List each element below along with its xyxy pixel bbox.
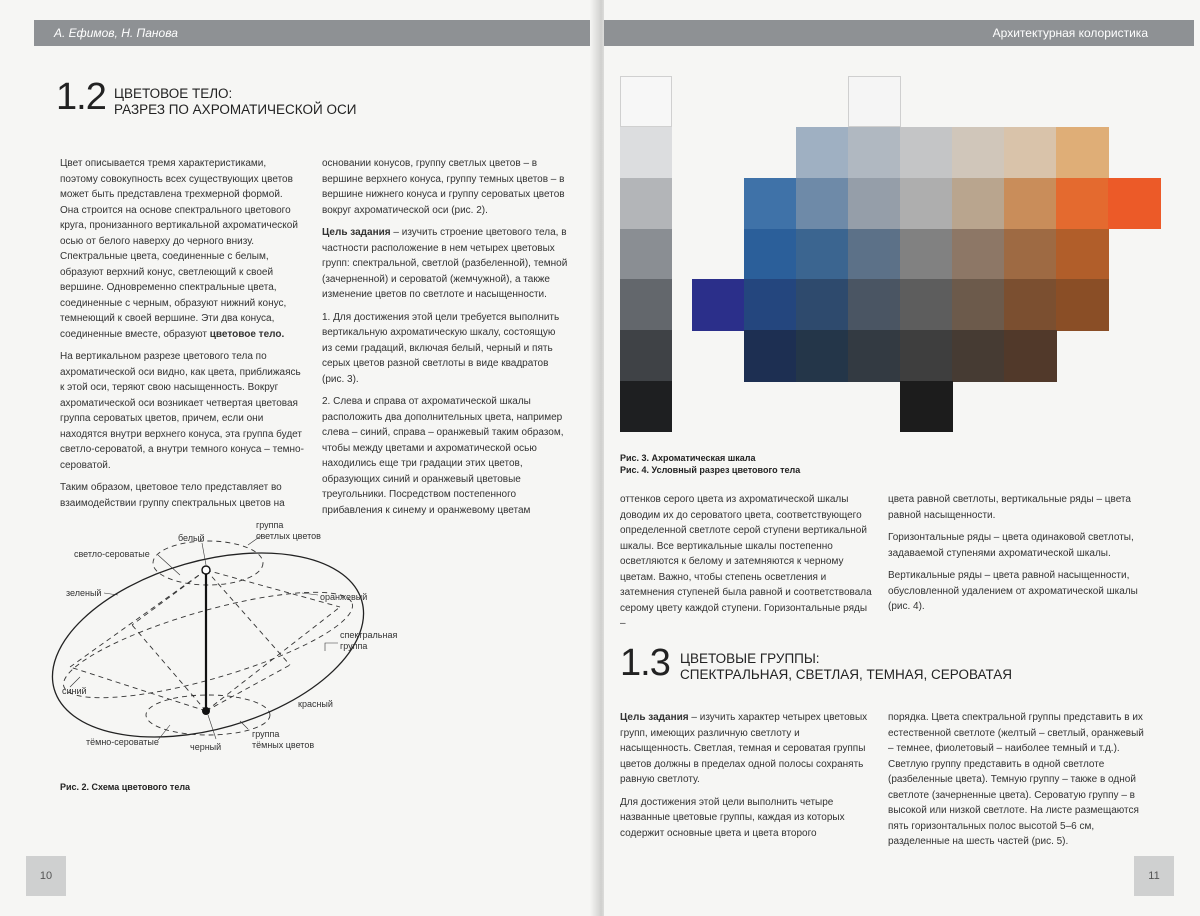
color-cell	[900, 127, 953, 178]
label-light-group: светлых цветов	[256, 531, 321, 541]
cone-line	[132, 625, 206, 711]
cone-line	[206, 570, 290, 665]
leader-line	[325, 643, 338, 651]
label-blue: синий	[62, 686, 87, 696]
text-column-1	[60, 156, 304, 518]
label-dark-group: тёмных цветов	[252, 740, 315, 750]
left-running-header: А. Ефимов, Н. Панова	[34, 20, 596, 46]
color-cell	[1004, 229, 1057, 280]
paragraph: цвета равной светлоты, вертикальные ряды – цвета равной насыщенности.	[888, 494, 1131, 521]
section-number: 1.3	[620, 642, 670, 684]
color-cell	[1004, 330, 1057, 381]
caption-fig3: Рис. 3. Ахроматическая шкала	[620, 453, 756, 463]
label-light-group: группа	[256, 520, 284, 530]
color-cell	[1056, 178, 1109, 229]
color-cell	[848, 76, 901, 127]
color-cell	[1004, 178, 1057, 229]
color-cell	[848, 229, 901, 280]
cone-line	[70, 667, 206, 711]
color-cell	[796, 127, 849, 178]
gray-step	[620, 229, 672, 280]
color-cell	[848, 127, 901, 178]
color-cell	[900, 229, 953, 280]
color-cell	[1056, 229, 1109, 280]
color-cell	[952, 178, 1005, 229]
color-cell	[744, 330, 797, 381]
cone-line	[206, 665, 290, 711]
paragraph	[620, 710, 872, 788]
paragraph	[322, 225, 568, 303]
figure-caption: Рис. 2. Схема цветового тела	[60, 782, 191, 792]
paragraph: Горизонтальные ряды – цвета одинаковой светлоты, задаваемой ступенями ахроматической шкалы.	[888, 532, 1134, 559]
white-point	[202, 566, 210, 574]
label-black: черный	[190, 742, 222, 752]
color-cell	[952, 330, 1005, 381]
color-cell	[1004, 279, 1057, 330]
paragraph: Для достижения этой цели выполнить четыре названные цветовые группы, каждая из которых содержит основные цвета и цвета второго	[620, 796, 845, 839]
leader-line	[202, 543, 206, 565]
color-cell	[1108, 178, 1161, 229]
color-cell	[848, 279, 901, 330]
color-cell	[848, 178, 901, 229]
color-solid-diagram	[40, 515, 420, 765]
paragraph: оттенков серого цвета из ахроматической шкалы доводим их до сероватого цвета, соответствующего определенной светлоте серой ступени вертикальной шкалы. Все вертикальные шкалы постепенно осветляются к белому и затемняются к черному цветам. Важно, чтобы степень осветления и затемнения ступеней была равной и соответствовала серому цвету каждой ступени. Горизонтальные ряды –	[620, 494, 872, 629]
right-page	[604, 0, 1200, 916]
label-light-grayish: светло-сероватые	[74, 549, 150, 559]
right-running-header: Архитектурная колористика	[604, 20, 1194, 46]
light-group-ellipse	[153, 541, 263, 585]
section-title	[114, 86, 356, 118]
color-cell	[952, 279, 1005, 330]
color-cell	[900, 178, 953, 229]
term-bold: Цель задания	[322, 227, 391, 238]
caption-fig4: Рис. 4. Условный разрез цветового тела	[620, 465, 801, 475]
paragraph: На вертикальном разрезе цветового тела по ахроматической оси видно, как цвета, приближаясь к этой оси, теряют свою насыщенность. Вокруг ахроматической оси возникает четвертая цветовая группа сероватых цветов, причем, если они находятся внутри верхнего конуса, эта группа будет светло-сероватой, а внутри темного конуса – темно-сероватой.	[60, 351, 304, 471]
color-cell	[900, 330, 953, 381]
text-column-6	[888, 710, 1150, 857]
color-cell	[848, 330, 901, 381]
color-cell	[796, 178, 849, 229]
text-column-5	[620, 710, 872, 848]
section-title	[680, 651, 1012, 683]
gray-step	[620, 178, 672, 229]
text: – изучить строение цветового тела, в частности расположение в нем четырех цветовых групп: спектральной, светлой (разбеленной), темной (зачерненной) и сероватой (жемчужной), а также изменение цветов по светлоте и насыщенности.	[322, 227, 568, 300]
text: – изучить характер четырех цветовых групп, имеющих различную светлоту и насыщенность. Светлая, темная и сероватая группы цветов должны в пределах одной полосы сохранять равную светлоту.	[620, 712, 868, 785]
black-point	[202, 707, 210, 715]
color-solid-section	[692, 76, 1160, 432]
text: Цвет описывается тремя характеристиками, поэтому совокупность всех существующих цветов может быть представлена трехмерной формой. Она строится на основе спектрального цветового круга, пронизанного вертикальной ахроматической осью от белого наверху до черного внизу. Спектральные цвета, соединенные с белым, образуют верхний конус, светлеющий к своей вершине. Одновременно спектральные цвета, соединенные с черным, образуют нижний конус, темнеющий к своей вершине. Эти два конуса, соединенные вместе, образуют	[60, 158, 298, 340]
figure-caption	[620, 452, 800, 476]
color-cell	[796, 330, 849, 381]
gray-step	[620, 127, 672, 178]
text-column-4	[888, 492, 1150, 622]
label-red: красный	[298, 699, 333, 709]
paragraph: порядка. Цвета спектральной группы представить в их естественной светлоте (желтый – светлый, оранжевый – темнее, фиолетовый – наиболее темный и т.д.). Светлую группу представить в одной светлоте (разбеленные цвета). Темную группу – также в одной светлоте (зачерненные цвета). Сероватую группу – в высокой или низкой светлоте. На листе размещаются пять горизонтальных полос высотой 5–6 см, разделенные на шесть частей (рис. 5).	[888, 712, 1144, 847]
color-cell	[744, 178, 797, 229]
gray-step	[620, 76, 672, 127]
section-title-line2: РАЗРЕЗ ПО АХРОМАТИЧЕСКОЙ ОСИ	[114, 102, 357, 117]
label-white: белый	[178, 533, 205, 543]
term-bold: Цель задания	[620, 712, 689, 723]
paragraph: 2. Слева и справа от ахроматической шкалы расположить два дополнительных цвета, например слева – синий, справа – оранжевый таким образом, чтобы между цветами и ахроматической осью находились еще три градации этих цветов, образующих синий и оранжевый цветовые треугольники. Посредством постепенного прибавления к синему и оранжевому цветам	[322, 396, 564, 516]
section-title-line2: СПЕКТРАЛЬНАЯ, СВЕТЛАЯ, ТЕМНАЯ, СЕРОВАТАЯ	[680, 667, 1013, 682]
text-column-3	[620, 492, 872, 639]
gray-step	[620, 330, 672, 381]
page-number: 10	[26, 856, 66, 896]
color-cell	[952, 127, 1005, 178]
color-cell	[900, 381, 953, 432]
cone-line	[206, 607, 340, 711]
label-spectral-group: спектральная	[340, 630, 398, 640]
leader-line	[302, 593, 318, 595]
color-cell	[796, 279, 849, 330]
color-cell	[1004, 127, 1057, 178]
section-number: 1.2	[56, 76, 106, 118]
cone-line	[70, 570, 206, 667]
color-cell	[952, 229, 1005, 280]
label-orange: оранжевый	[320, 592, 368, 602]
left-page	[0, 0, 596, 916]
paragraph: Вертикальные ряды – цвета равной насыщенности, обусловленной удалением от ахроматической шкалы (рис. 4).	[888, 570, 1138, 612]
label-dark-group: группа	[252, 729, 280, 739]
achromatic-scale	[620, 76, 672, 432]
paragraph	[60, 156, 304, 342]
label-green: зеленый	[66, 588, 102, 598]
color-cell	[744, 229, 797, 280]
color-cell	[1056, 127, 1109, 178]
text-column-2	[322, 156, 568, 525]
label-dark-grayish: тёмно-сероватые	[86, 737, 159, 747]
gray-step	[620, 279, 672, 330]
paragraph: основании конусов, группу светлых цветов – в вершине верхнего конуса, группу темных цветов – в вершине нижнего конуса и группу сероватых цветов вокруг ахроматической оси (рис. 2).	[322, 158, 565, 216]
gray-step	[620, 381, 672, 432]
color-cell	[1056, 279, 1109, 330]
paragraph: 1. Для достижения этой цели требуется выполнить вертикальную ахроматическую шкалу, состоящую из семи градаций, включая белый, черный и пять серых цветов разной светлоты в виде квадратов (рис. 3).	[322, 311, 560, 385]
color-cell	[900, 279, 953, 330]
page-number: 11	[1134, 856, 1174, 896]
term-bold: цветовое тело.	[209, 328, 285, 340]
label-spectral-group: группа	[340, 641, 368, 651]
color-cell	[692, 279, 745, 330]
paragraph: Таким образом, цветовое тело представляет во взаимодействии группу спектральных цветов на	[60, 482, 285, 509]
color-cell	[744, 279, 797, 330]
color-cell	[796, 229, 849, 280]
section-title-line1: ЦВЕТОВОЕ ТЕЛО:	[114, 86, 233, 101]
section-title-line1: ЦВЕТОВЫЕ ГРУППЫ:	[680, 651, 820, 666]
